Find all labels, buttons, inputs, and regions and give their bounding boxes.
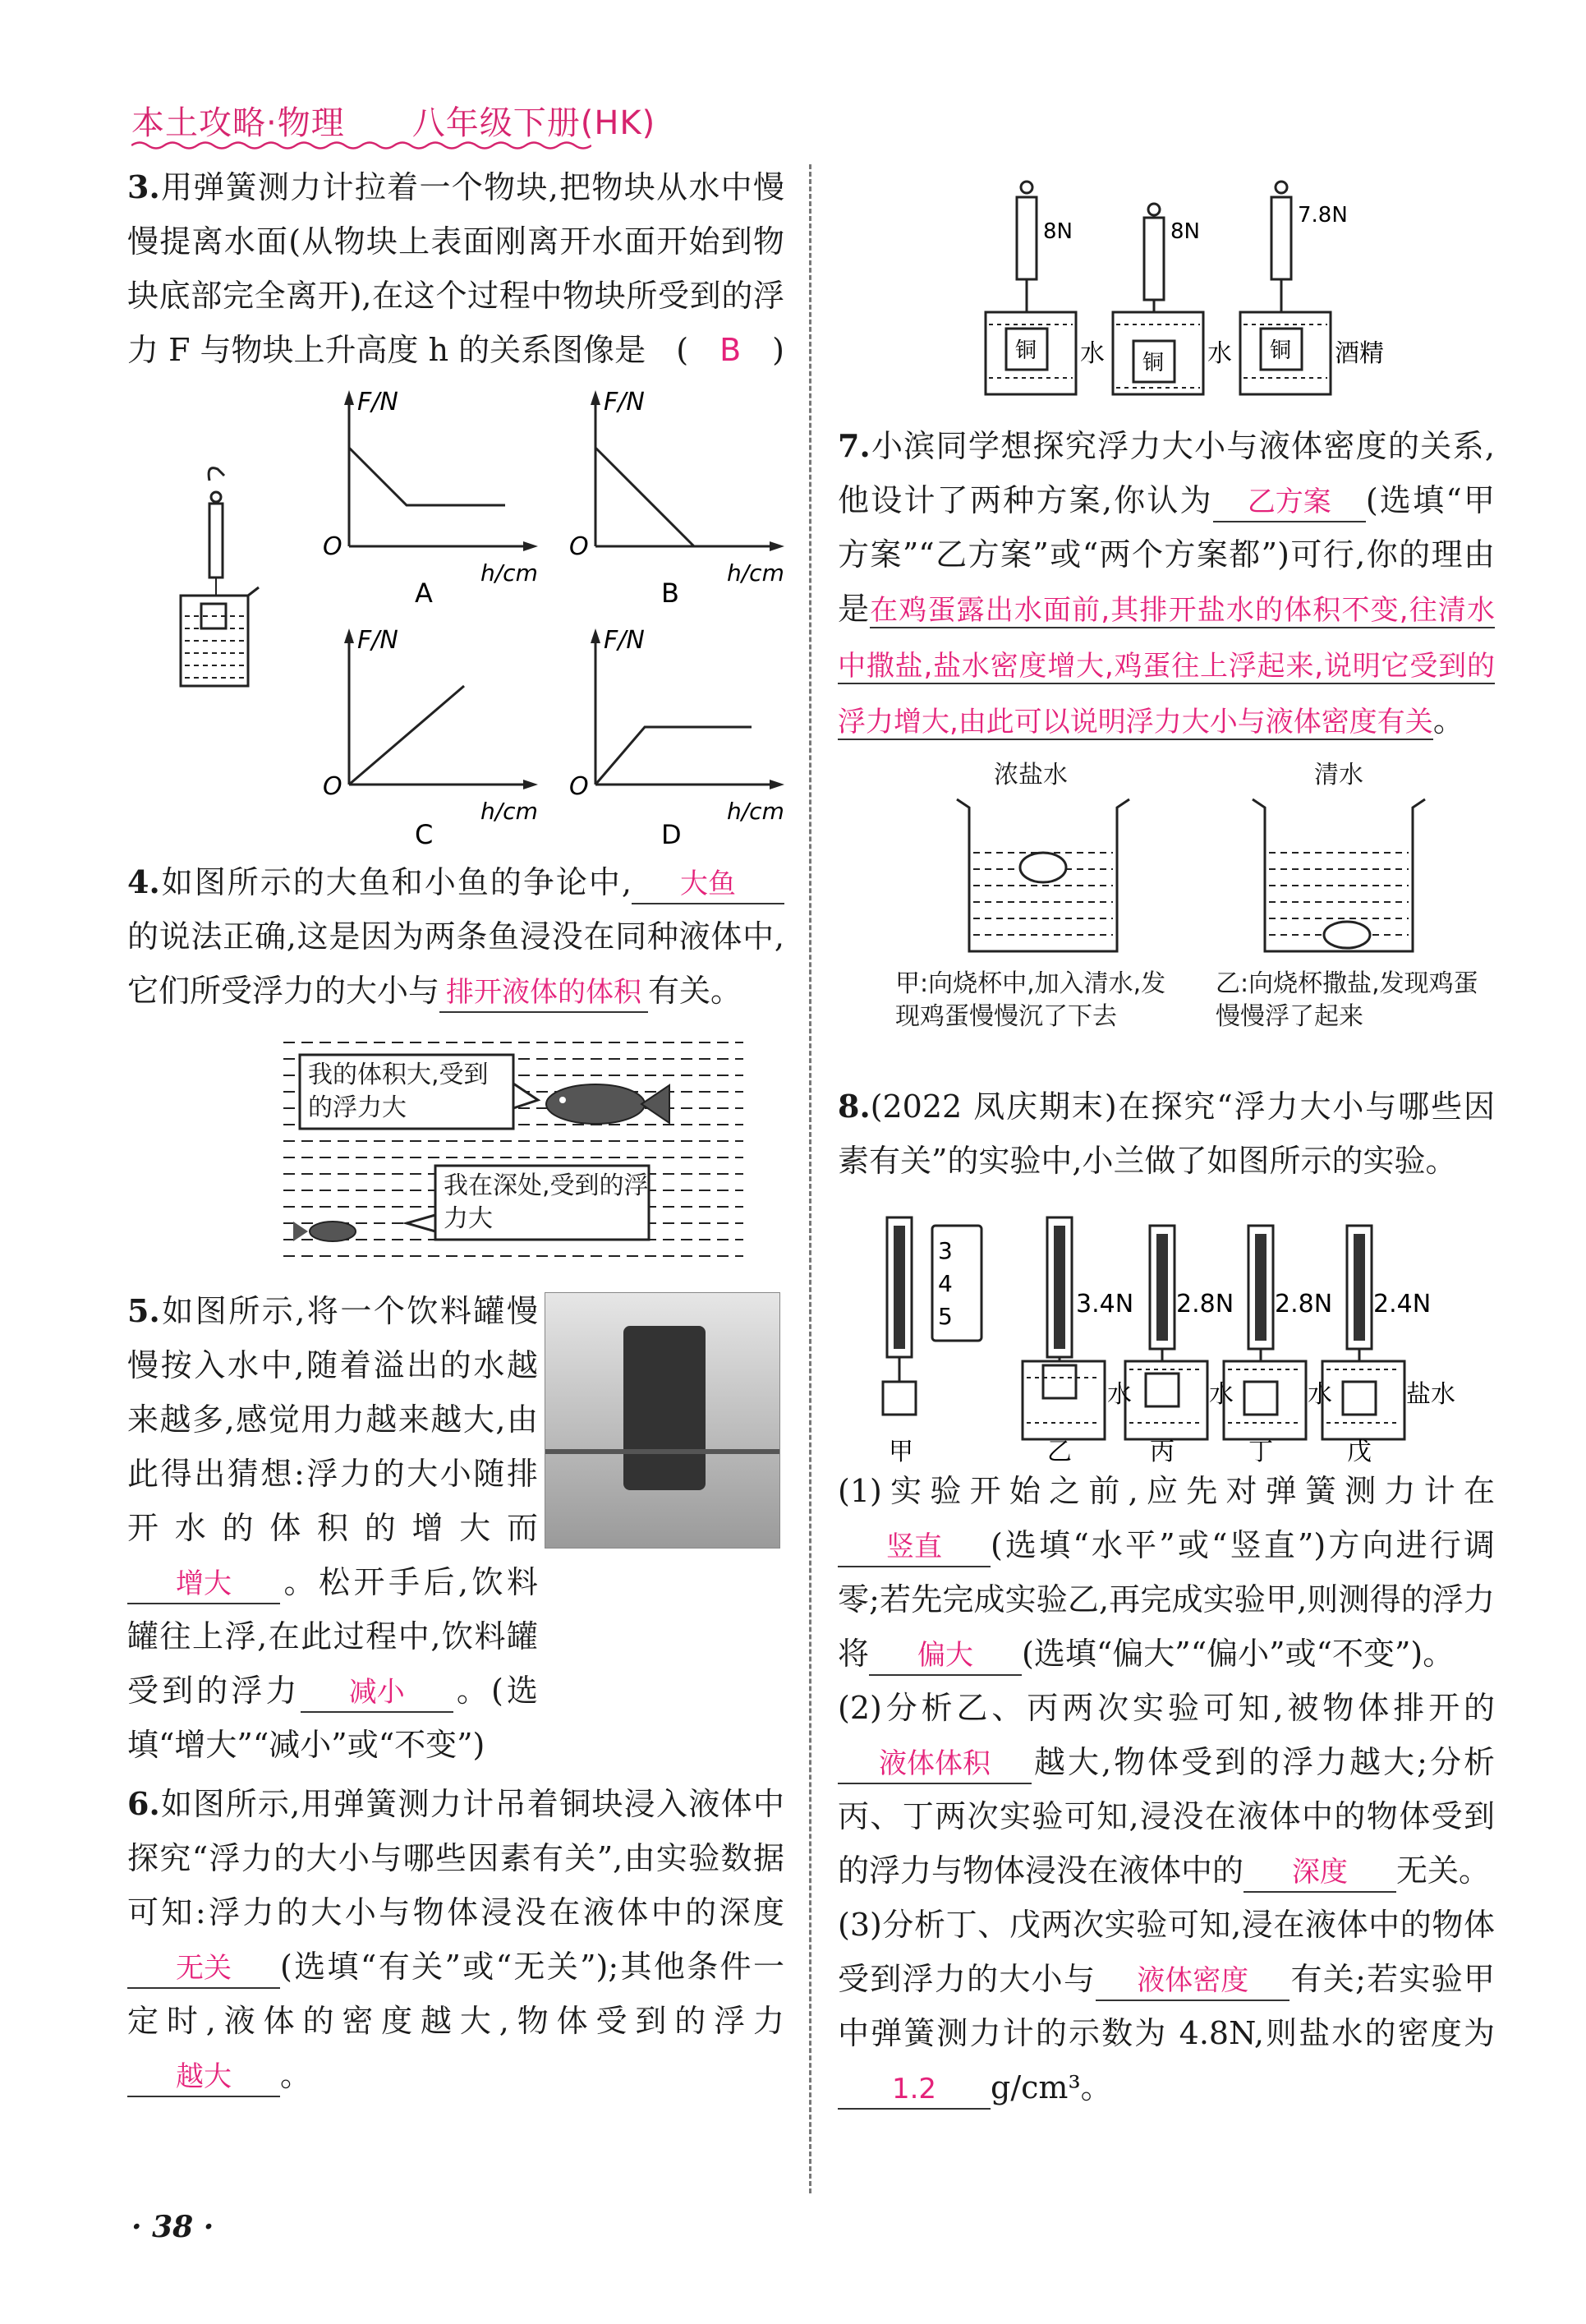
beaker-b-label: 清水 [1314,761,1363,789]
block-label-2: 铜 [1142,351,1165,375]
big-fish-speech: 我的体积大,受到的浮力大 [308,1061,489,1122]
question-number: 4. [127,863,160,900]
graph-a-origin: O [323,532,342,561]
answer-blank: 增大 [127,1565,280,1604]
question-text: 小滨同学想探究浮力大小与液体密度的关系,他设计了两种方案,你认为 [838,428,1495,518]
question-text: 用弹簧测力计拉着一个物块,把物块从水中慢慢提离水面(从物块上表面刚离开水面开始到物块底部完全离开),在这个过程中物块所受到的浮力 F 与物块上升高度 h 的关系图像是 [127,169,784,368]
egg-beakers-figure [838,754,1495,1066]
question-text: (1)实验开始之前,应先对弹簧测力计在 [838,1473,1495,1509]
answer-blank: 排开液体的体积 [439,973,648,1013]
answer-blank: 1.2 [838,2070,991,2110]
question-text: 如图所示的大鱼和小鱼的争论中, [159,864,632,900]
graph-b [563,382,809,604]
graph-d [563,620,809,846]
question-text: 。 [280,2057,312,2093]
left-column [127,160,784,2102]
question-text: 无关。 [1396,1852,1491,1889]
question-text: 如图所示,将一个饮料罐慢慢按入水中,随着溢出的水越来越多,感觉用力越来越大,由此得出猜想:浮力的大小随排开水的体积的增大而 [127,1293,538,1546]
reading-2: 8N [1170,219,1200,244]
graph-b-label: B [661,578,679,604]
question-6 [127,1777,784,2102]
question-number: 5. [127,1292,160,1329]
scale-mark-5: 5 [938,1303,953,1330]
graph-b-ylabel: F/N [604,388,645,416]
answer-blank: 无关 [127,1949,280,1989]
question-text: (选填“水平”或“竖直”)方向进行调零;若先完成实验乙,再完成实验甲,则测得的浮力将 [838,1527,1495,1672]
answer-blank: 液体体积 [838,1745,1032,1784]
question-5 [127,1284,784,1772]
answer-blank: 竖直 [838,1528,991,1567]
drink-can-icon [623,1326,706,1490]
scale-mark-3: 3 [938,1237,953,1264]
graph-b-xlabel: h/cm [727,559,784,587]
question-text: (选填“偏大”“偏小”或“不变”)。 [1022,1636,1455,1672]
beakers-with-eggs [953,795,1429,960]
graph-c-origin: O [323,772,342,801]
right-column [838,173,1495,2115]
caption-a: 甲:向烧杯中,加入清水,发现鸡蛋慢慢沉了下去 [895,969,1166,1031]
question-number: 8. [838,1088,871,1125]
page-number: · 38 · [131,2210,214,2244]
small-fish-speech: 我在深处,受到的浮力大 [444,1171,649,1233]
question-text: 。 [1432,702,1464,739]
answer-blank: 越大 [127,2058,280,2097]
reading-wu: 2.4N [1373,1290,1432,1318]
liquid-label-2: 水 [1207,339,1232,368]
label-bing: 丙 [1150,1438,1175,1464]
spring-scale-beaker-icon [177,464,267,702]
question-text: 有关。 [648,973,742,1009]
graph-d-ylabel: F/N [604,626,645,655]
reading-ding: 2.8N [1275,1290,1333,1318]
choice-answer: B [719,332,742,368]
answer-paren: ( B ) [676,332,784,368]
question-text: 。(选填“增大”“减小”或“不变”) [127,1673,538,1763]
reading-3: 7.8N [1298,203,1348,228]
question-text: (选填“有关”或“无关”);其他条件一定时,液体的密度越大,物体受到的浮力 [127,1949,784,2039]
graph-b-origin: O [569,532,589,561]
question-text: 如图所示,用弹簧测力计吊着铜块浸入液体中探究“浮力的大小与哪些因素有关”,由实验数据可知:浮力的大小与物体浸没在液体中的深度 [127,1786,784,1931]
answer-blank: 液体密度 [1096,1962,1289,2001]
label-wu: 戊 [1347,1438,1372,1464]
liquid-ding: 水 [1308,1380,1332,1409]
graph-d-xlabel: h/cm [727,798,784,825]
liquid-label-3: 酒精 [1335,339,1384,368]
beaker-a-label: 浓盐水 [994,761,1068,789]
liquid-bing: 水 [1209,1380,1234,1409]
question-number: 3. [127,168,160,205]
sub-question-3 [838,1898,1495,2115]
question-text: (3)分析丁、戊两次实验可知,浸在液体中的物体受到浮力的大小与 [838,1907,1495,1997]
answer-blank: 大鱼 [632,865,784,904]
question-text: 的说法正确,这是因为两条鱼浸没在同种液体中,它们所受浮力的大小与 [127,918,784,1009]
reading-yi: 3.4N [1076,1290,1134,1318]
question-text: 有关;若实验甲中弹簧测力计的示数为 4.8N,则盐水的密度为 [838,1961,1495,2051]
graph-d-label: D [661,819,682,846]
question-number: 7. [838,427,871,464]
liquid-wu: 盐水 [1406,1380,1455,1409]
question-text: 。松开手后,饮料罐往上浮,在此过程中,饮料罐受到的浮力 [127,1564,538,1709]
question-number: 6. [127,1785,160,1822]
question-text: (选填“甲方案”“乙方案”或“两个方案都”)可行,你的理由是 [838,482,1495,627]
question-4 [127,855,784,1272]
sub-question-1 [838,1464,1495,1681]
answer-blank: 乙方案 [1213,483,1366,522]
graph-a-label: A [415,578,433,604]
reading-1: 8N [1043,219,1073,244]
sub-question-2 [838,1681,1495,1898]
q6-copper-block-figure [838,173,1495,419]
can-in-water-photo [545,1292,780,1549]
q8-experiment-figure [838,1193,1495,1464]
graph-a [316,382,563,604]
reason-answer: 在鸡蛋露出水面前,其排开盐水的体积不变,往清水中撒盐,盐水密度增大,鸡蛋往上浮起来,说明它受到的浮力增大,由此可以说明浮力大小与液体密度有关 [838,594,1495,739]
reading-bing: 2.8N [1176,1290,1234,1318]
answer-blank: 偏大 [869,1636,1022,1676]
question-text: 越大,物体受到的浮力越大;分析丙、丁两次实验可知,浸没在液体中的物体受到的浮力与物体浸没在液体中的 [838,1744,1495,1889]
question-7 [838,419,1495,1066]
graph-c-xlabel: h/cm [480,798,538,825]
question-text: g/cm³。 [991,2069,1112,2105]
liquid-yi: 水 [1107,1380,1132,1409]
fish-figure [127,1026,784,1272]
copper-block-spring-scales [977,173,1437,403]
column-divider [809,164,811,2193]
caption-b: 乙:向烧杯撒盐,发现鸡蛋慢慢浮了起来 [1216,969,1478,1031]
label-ding: 丁 [1248,1438,1273,1464]
five-step-buoyancy-experiment [871,1193,1495,1464]
graph-c [316,620,563,846]
graph-a-xlabel: h/cm [480,559,538,587]
page-header: 本土攻略·物理 八年级下册(HK) [131,104,656,142]
question-3 [127,160,784,850]
liquid-label-1: 水 [1080,339,1105,368]
q3-figure [127,382,784,850]
block-label-1: 铜 [1015,338,1037,363]
answer-blank: 减小 [301,1673,453,1713]
question-text: (2)分析乙、丙两次实验可知,被物体排开的 [838,1690,1495,1726]
graph-d-origin: O [569,772,589,801]
graph-a-ylabel: F/N [357,388,398,416]
label-jia: 甲 [889,1438,913,1464]
header-wave-underline [131,140,591,151]
question-8 [838,1079,1495,2115]
scale-mark-4: 4 [938,1270,953,1297]
answer-blank: 深度 [1244,1853,1396,1893]
label-yi: 乙 [1047,1438,1072,1464]
graph-c-ylabel: F/N [357,626,398,655]
egg-icon [1020,853,1066,882]
block-label-3: 铜 [1270,338,1292,363]
graph-c-label: C [415,819,434,846]
egg-icon [1324,922,1370,948]
question-text: (2022 凤庆期末)在探究“浮力大小与哪些因素有关”的实验中,小兰做了如图所示的实验。 [838,1088,1495,1179]
